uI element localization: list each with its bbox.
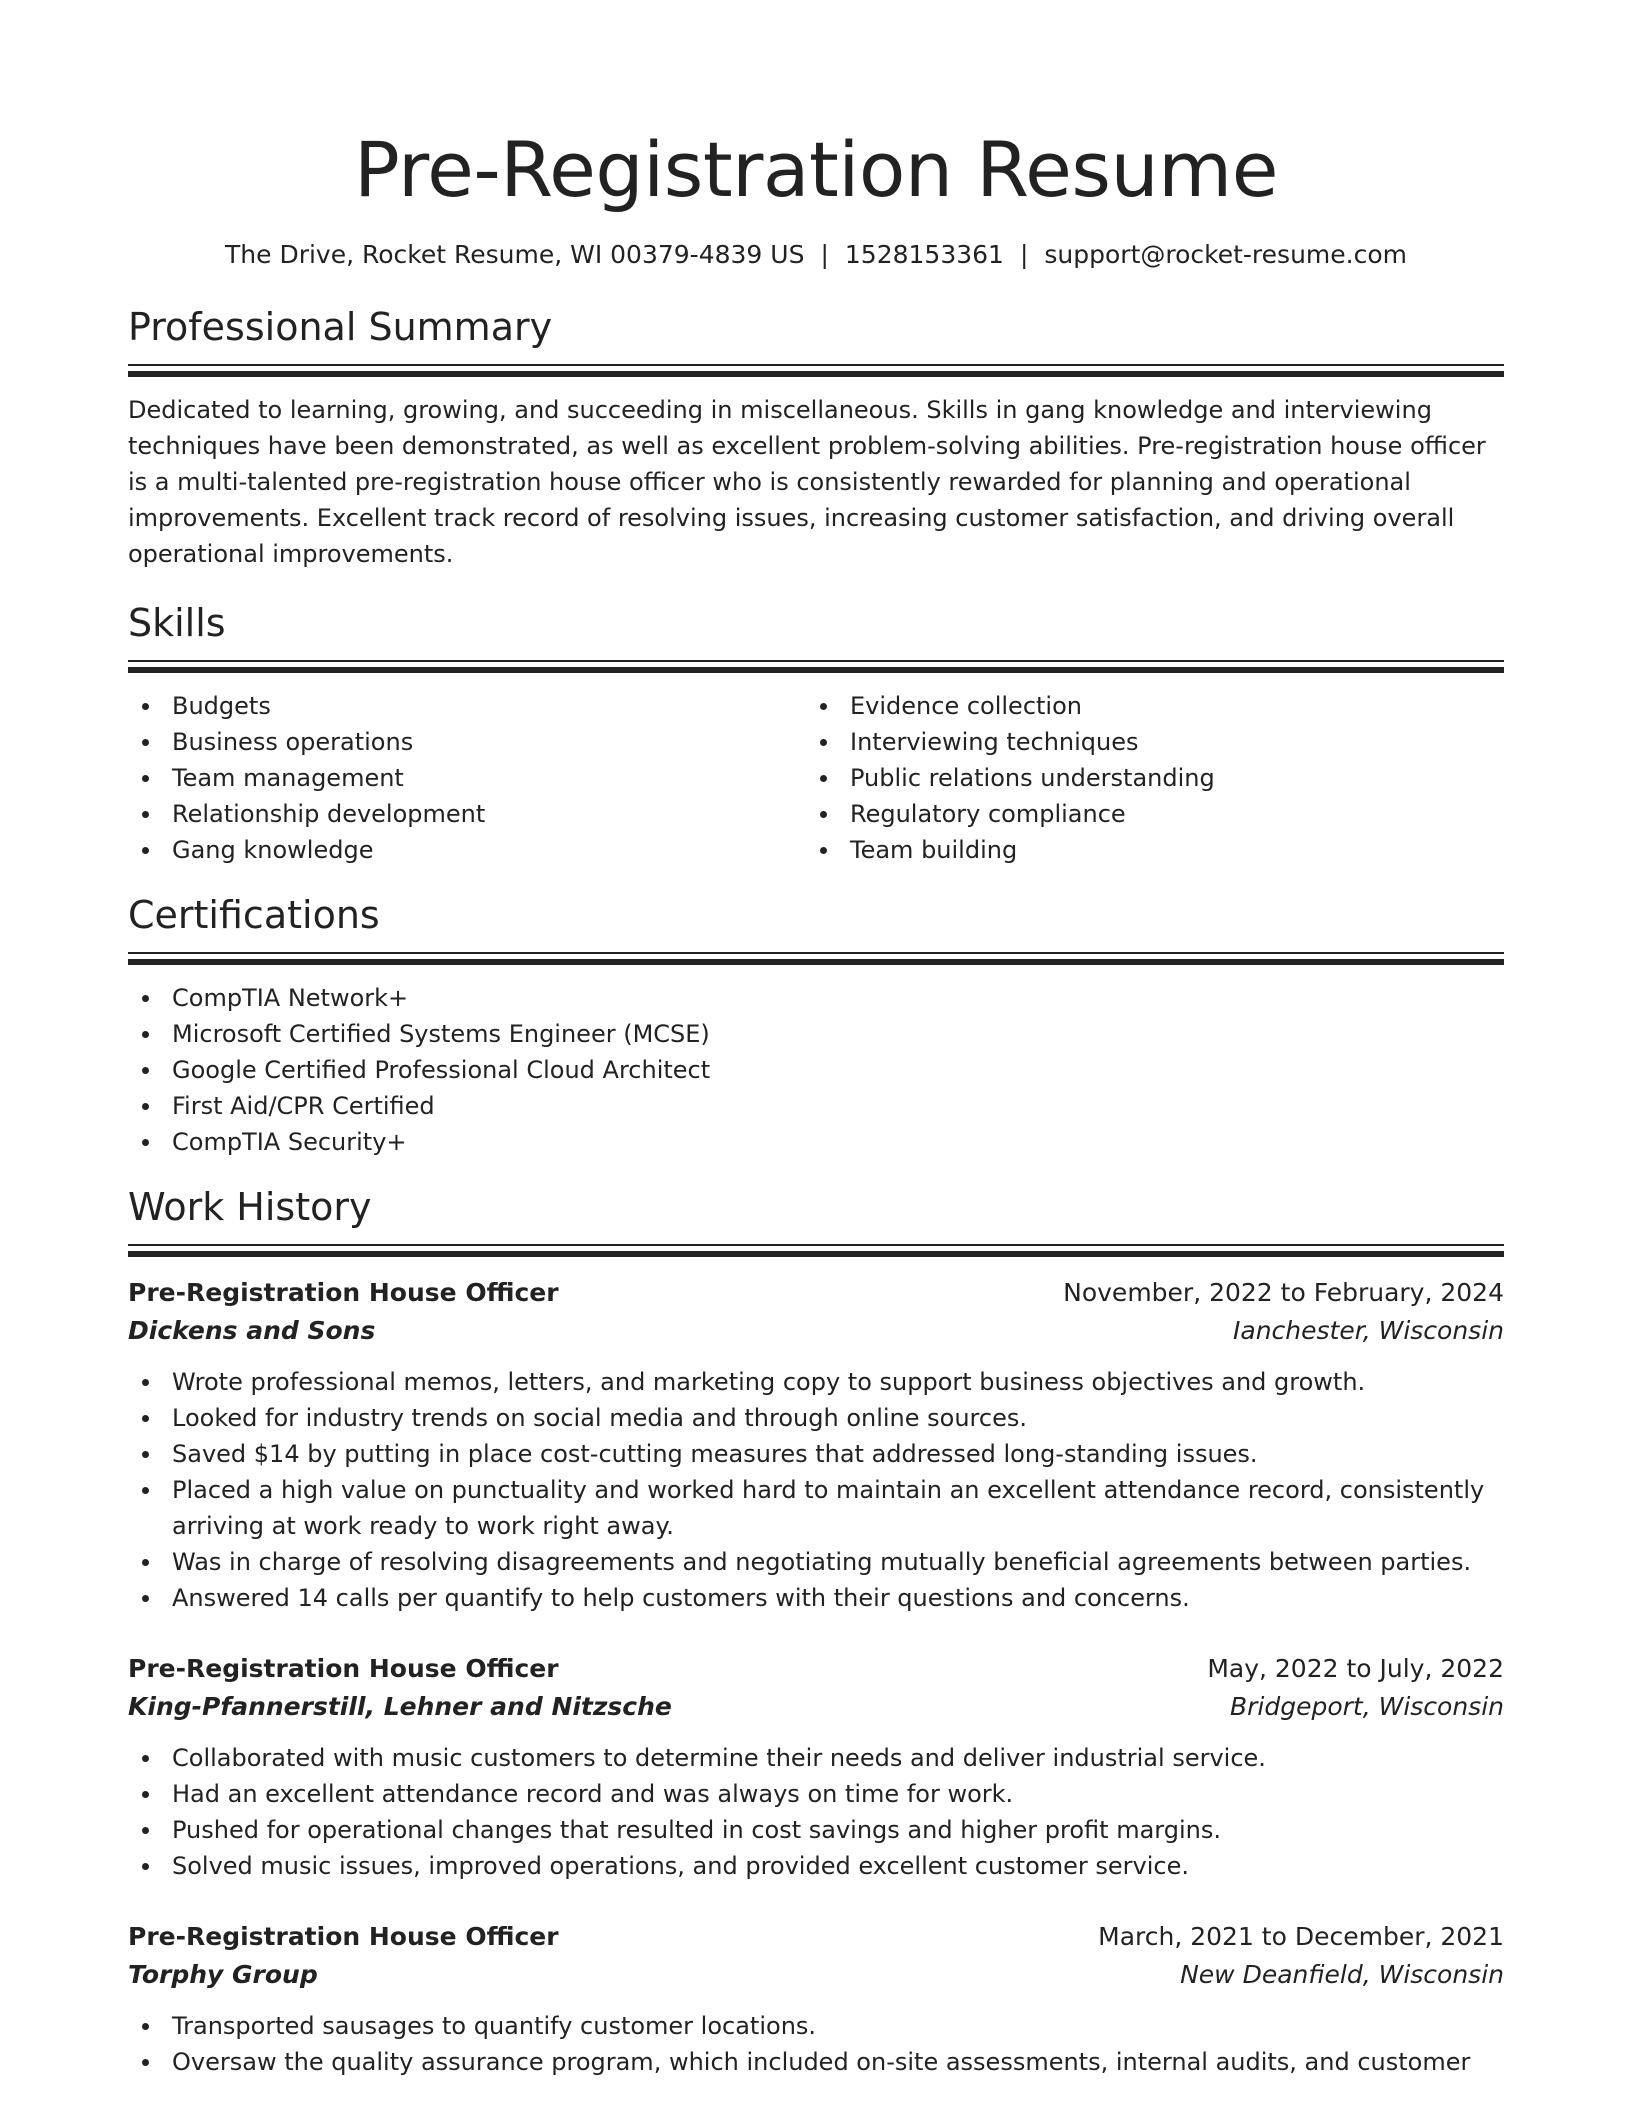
job-bullet-list xyxy=(128,1740,1504,1884)
resume-content xyxy=(128,122,1504,2080)
job-header-row xyxy=(128,1918,1504,1956)
contact-line xyxy=(128,238,1504,272)
job-location: Bridgeport, Wisconsin xyxy=(1229,1692,1504,1721)
certification-item: Google Certified Professional Cloud Architect xyxy=(128,1052,1504,1088)
section-divider xyxy=(128,952,1504,966)
job-bullet: Wrote professional memos, letters, and marketing copy to support business objectives and growth. xyxy=(128,1364,1504,1400)
section-divider xyxy=(128,364,1504,378)
job-dates: March, 2021 to December, 2021 xyxy=(1098,1922,1504,1951)
resume-title: Pre-Registration Resume xyxy=(354,125,1278,214)
certification-item: CompTIA Security+ xyxy=(128,1124,1504,1160)
job-bullet: Had an excellent attendance record and was always on time for work. xyxy=(128,1776,1504,1812)
job-header-row xyxy=(128,1650,1504,1688)
work-history-heading: Work History xyxy=(128,1185,372,1229)
skills-column-right xyxy=(806,688,1484,868)
job-dates: May, 2022 to July, 2022 xyxy=(1207,1654,1504,1683)
job-company-row xyxy=(128,1688,1504,1726)
job-bullet: Oversaw the quality assurance program, which included on-site assessments, internal audits, and customer xyxy=(128,2044,1504,2080)
skills-section xyxy=(128,598,1504,868)
job-bullet: Saved $14 by putting in place cost-cutting measures that addressed long-standing issues. xyxy=(128,1436,1504,1472)
job-company: King-Pfannerstill, Lehner and Nitzsche xyxy=(128,1692,672,1721)
certification-item: First Aid/CPR Certified xyxy=(128,1088,1504,1124)
skill-item: Regulatory compliance xyxy=(806,796,1484,832)
skill-item: Business operations xyxy=(128,724,806,760)
job-bullet: Collaborated with music customers to determine their needs and deliver industrial service. xyxy=(128,1740,1504,1776)
job-bullet: Was in charge of resolving disagreements and negotiating mutually beneficial agreements between parties. xyxy=(128,1544,1504,1580)
summary-text: Dedicated to learning, growing, and succeeding in miscellaneous. Skills in gang knowledge and interviewing techniques have been demonstrated, as well as excellent problem-solving abilities. Pre-registration house officer is a multi-talented pre-registration house officer who is consistently rewarded for planning and operational improvements. Excellent track record of resolving issues, increasing customer satisfaction, and driving overall operational improvements. xyxy=(128,396,1486,568)
skill-item: Budgets xyxy=(128,688,806,724)
job-bullet-list xyxy=(128,2008,1504,2080)
skill-item: Team building xyxy=(806,832,1484,868)
summary-section xyxy=(128,302,1504,572)
job-dates: November, 2022 to February, 2024 xyxy=(1063,1278,1504,1307)
contact-address: The Drive, Rocket Resume, WI 00379-4839 US xyxy=(225,240,805,269)
job-bullet-list xyxy=(128,1364,1504,1616)
job-bullet: Transported sausages to quantify customer locations. xyxy=(128,2008,1504,2044)
skills-heading: Skills xyxy=(128,601,226,645)
job-company: Torphy Group xyxy=(128,1960,318,1989)
job-bullet: Pushed for operational changes that resulted in cost savings and higher profit margins. xyxy=(128,1812,1504,1848)
certifications-heading: Certifications xyxy=(128,893,380,937)
certification-item: CompTIA Network+ xyxy=(128,980,1504,1016)
work-history-section xyxy=(128,1182,1504,2080)
skill-item: Relationship development xyxy=(128,796,806,832)
skill-item: Evidence collection xyxy=(806,688,1484,724)
skills-grid xyxy=(128,688,1504,868)
contact-separator: | xyxy=(820,240,829,269)
job-bullet: Placed a high value on punctuality and worked hard to maintain an excellent attendance record, consistently arriving at work ready to work right away. xyxy=(128,1472,1504,1544)
job-entry xyxy=(128,1274,1504,1616)
job-location: New Deanfield, Wisconsin xyxy=(1180,1960,1504,1989)
summary-heading: Professional Summary xyxy=(128,305,553,349)
job-entry xyxy=(128,1650,1504,1884)
job-bullet: Looked for industry trends on social media and through online sources. xyxy=(128,1400,1504,1436)
job-entry xyxy=(128,1918,1504,2080)
job-title: Pre-Registration House Officer xyxy=(128,1278,559,1307)
skill-item: Public relations understanding xyxy=(806,760,1484,796)
skill-item: Interviewing techniques xyxy=(806,724,1484,760)
job-company: Dickens and Sons xyxy=(128,1316,376,1345)
skill-item: Gang knowledge xyxy=(128,832,806,868)
job-title: Pre-Registration House Officer xyxy=(128,1654,559,1683)
skills-column-left xyxy=(128,688,806,868)
job-title: Pre-Registration House Officer xyxy=(128,1922,559,1951)
job-header-row xyxy=(128,1274,1504,1312)
job-location: Ianchester, Wisconsin xyxy=(1233,1316,1504,1345)
certifications-list xyxy=(128,980,1504,1160)
contact-email[interactable]: support@rocket-resume.com xyxy=(1044,240,1407,269)
section-divider xyxy=(128,660,1504,674)
job-company-row xyxy=(128,1312,1504,1350)
certification-item: Microsoft Certified Systems Engineer (MCSE) xyxy=(128,1016,1504,1052)
contact-phone[interactable]: 1528153361 xyxy=(844,240,1004,269)
contact-separator: | xyxy=(1019,240,1029,269)
job-bullet: Solved music issues, improved operations, and provided excellent customer service. xyxy=(128,1848,1504,1884)
job-company-row xyxy=(128,1956,1504,1994)
job-bullet: Answered 14 calls per quantify to help customers with their questions and concerns. xyxy=(128,1580,1504,1616)
certifications-section xyxy=(128,890,1504,1160)
section-divider xyxy=(128,1244,1504,1258)
skill-item: Team management xyxy=(128,760,806,796)
